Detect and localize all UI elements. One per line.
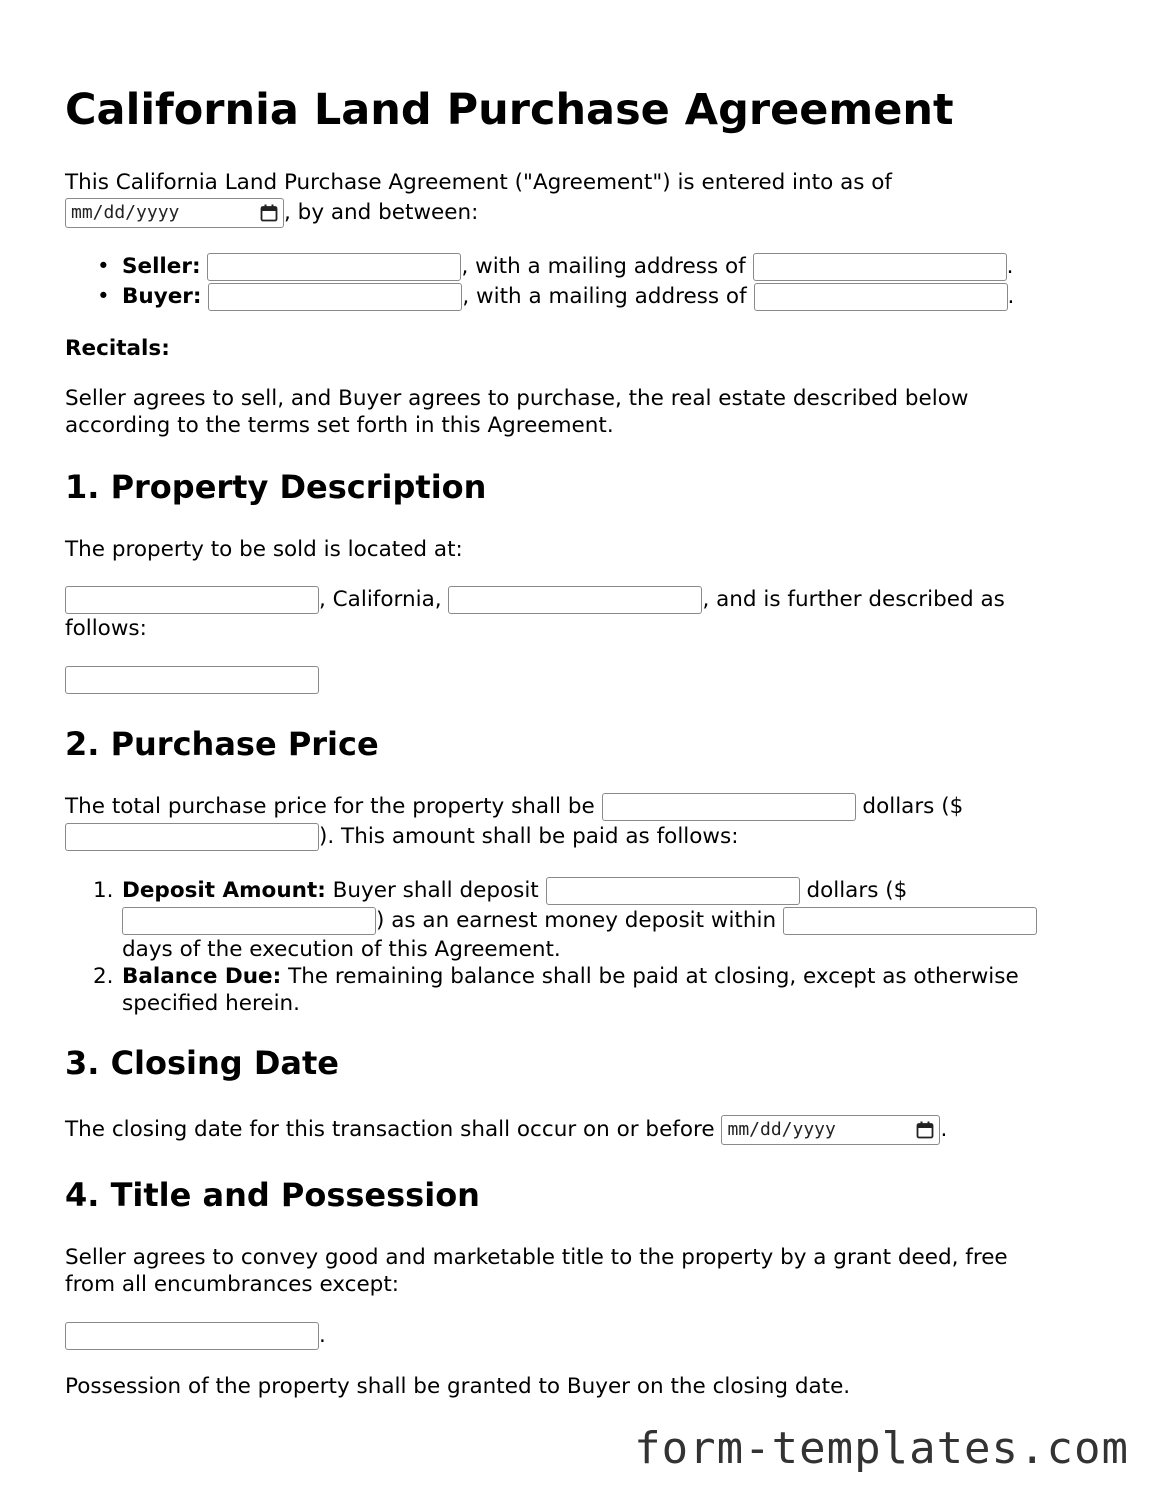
title-line: Seller agrees to convey good and marketable title to the property by a grant deed, free [65, 1245, 1008, 1270]
deposit-days-input[interactable] [783, 907, 1037, 935]
section-purchase-price-heading: 2. Purchase Price [65, 725, 379, 763]
paid-as-follows-text: ). This amount shall be paid as follows: [319, 824, 739, 849]
seller-name-input[interactable] [207, 253, 461, 281]
property-intro [65, 535, 1075, 565]
property-city-input[interactable] [65, 586, 319, 614]
period: . [1006, 254, 1014, 279]
intro-paragraph [65, 168, 1075, 228]
seller-row [65, 252, 1075, 282]
buyer-label: Buyer: [122, 284, 202, 309]
property-description-input[interactable] [65, 666, 319, 694]
section-property-description-heading: 1. Property Description [65, 468, 487, 506]
calendar-icon[interactable] [916, 1121, 934, 1139]
date-placeholder: mm/dd/yyyy [727, 1119, 836, 1140]
buyer-name-input[interactable] [208, 283, 462, 311]
list-number: 1. [93, 878, 114, 903]
days-text: days of the execution of this Agreement. [122, 937, 561, 962]
intro-by-and-between: , by and between: [284, 200, 479, 225]
encumbrances-field [65, 1321, 1075, 1351]
recitals-line: according to the terms set forth in this Agreement. [65, 413, 614, 438]
date-placeholder: mm/dd/yyyy [71, 202, 180, 223]
property-zip-input[interactable] [448, 586, 702, 614]
recitals-paragraph [65, 385, 1075, 439]
earnest-money-text: ) as an earnest money deposit within [376, 908, 777, 933]
mailing-text: , with a mailing address of [461, 254, 746, 279]
deposit-amount-input[interactable] [122, 907, 376, 935]
agreement-date-input[interactable] [65, 198, 284, 228]
dollars-text: dollars ($ [862, 794, 964, 819]
closing-date-input[interactable] [721, 1115, 940, 1145]
balance-text: The remaining balance shall be paid at closing, except as otherwise [288, 964, 1019, 989]
property-description-field [65, 666, 1075, 694]
period: . [940, 1117, 948, 1142]
property-intro-text: The property to be sold is located at: [65, 537, 463, 562]
page-title: California Land Purchase Agreement [65, 85, 954, 135]
title-line: from all encumbrances except: [65, 1272, 400, 1297]
period: . [1007, 284, 1015, 309]
closing-date-paragraph [65, 1115, 1075, 1145]
period: . [319, 1323, 326, 1348]
purchase-price-amount-input[interactable] [65, 823, 319, 851]
buyer-row [65, 282, 1075, 312]
encumbrances-input[interactable] [65, 1322, 319, 1350]
further-described-text: , and is further described as [702, 587, 1005, 612]
seller-label: Seller: [122, 254, 201, 279]
list-number: 2. [93, 964, 114, 989]
section-closing-date-heading: 3. Closing Date [65, 1044, 339, 1082]
property-location [65, 585, 1075, 642]
balance-label: Balance Due: [122, 964, 282, 989]
buyer-address-input[interactable] [754, 283, 1008, 311]
seller-address-input[interactable] [753, 253, 1007, 281]
purchase-price-words-input[interactable] [602, 793, 856, 821]
follows-text: follows: [65, 616, 147, 641]
closing-date-text: The closing date for this transaction shall occur on or before [65, 1117, 715, 1142]
recitals-line: Seller agrees to sell, and Buyer agrees to purchase, the real estate described below [65, 386, 969, 411]
deposit-item [65, 876, 1075, 963]
possession-text: Possession of the property shall be granted to Buyer on the closing date. [65, 1374, 851, 1399]
payment-list [65, 876, 1075, 1017]
purchase-price-text: The total purchase price for the property shall be [65, 794, 595, 819]
calendar-icon[interactable] [260, 204, 278, 222]
section-title-possession-heading: 4. Title and Possession [65, 1176, 480, 1214]
balance-text-cont: specified herein. [122, 991, 301, 1016]
recitals-heading-block [65, 334, 1075, 364]
dollars-text: dollars ($ [806, 878, 908, 903]
purchase-price-paragraph [65, 792, 1075, 852]
intro-text: This California Land Purchase Agreement ("Agreement") is entered into as of [65, 170, 893, 195]
california-text: , California, [319, 587, 442, 612]
balance-item [65, 963, 1075, 1017]
title-paragraph [65, 1244, 1075, 1298]
watermark: form-templates.com [634, 1423, 1129, 1474]
parties-list [65, 252, 1075, 312]
possession-paragraph [65, 1373, 1075, 1400]
recitals-heading: Recitals: [65, 336, 170, 361]
deposit-words-input[interactable] [546, 877, 800, 905]
deposit-text: Buyer shall deposit [332, 878, 539, 903]
mailing-text: , with a mailing address of [462, 284, 747, 309]
deposit-label: Deposit Amount: [122, 878, 326, 903]
